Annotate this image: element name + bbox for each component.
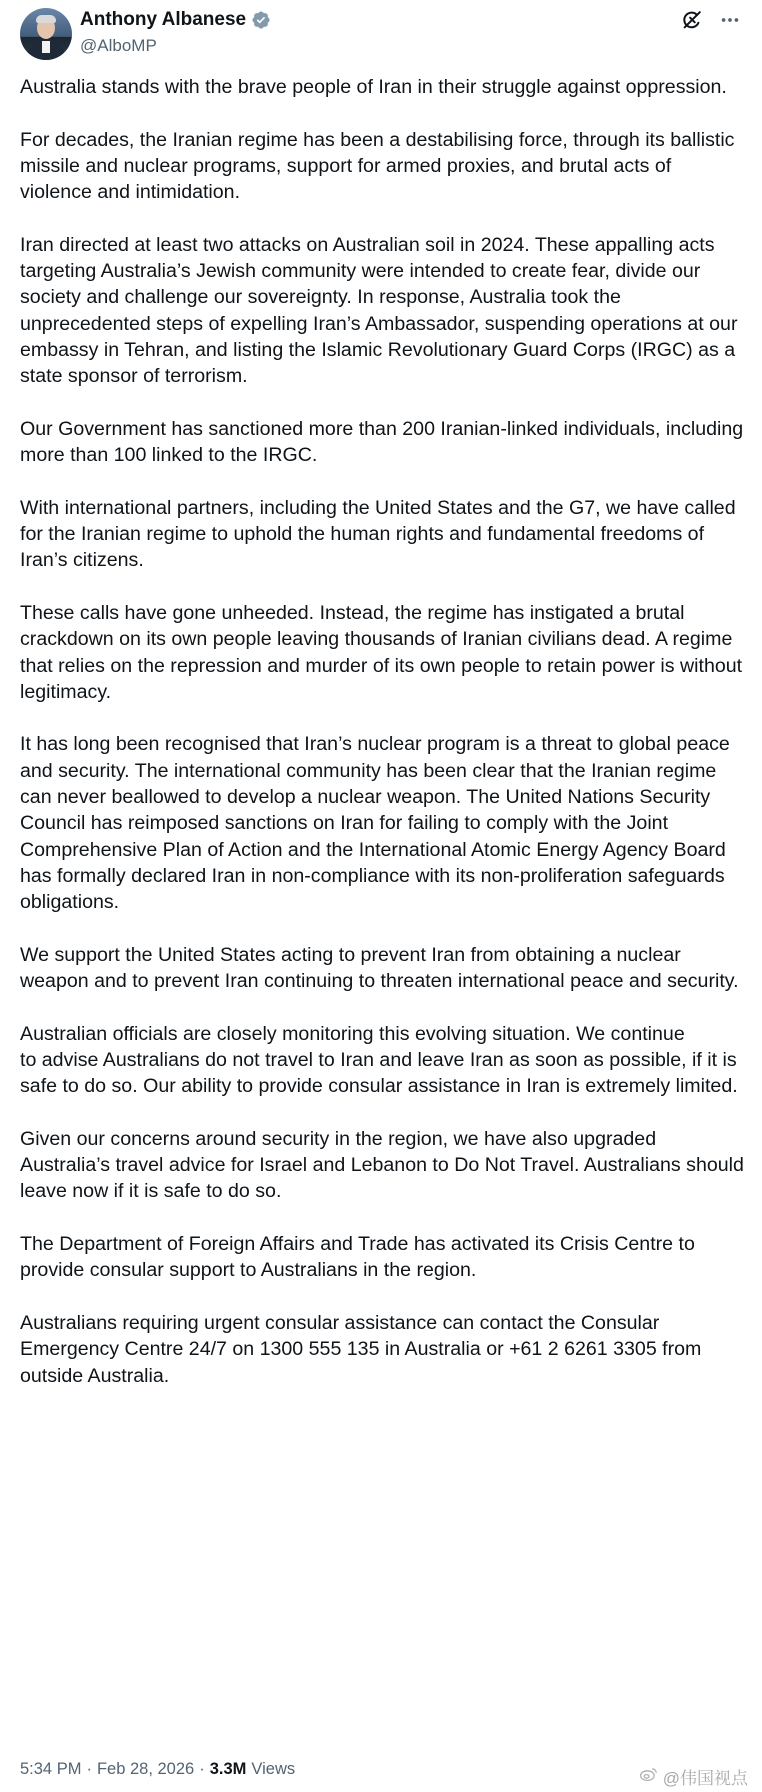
author-handle[interactable]: @AlboMP: [80, 36, 157, 55]
post-date[interactable]: Feb 28, 2026: [96, 1760, 195, 1778]
post-paragraph: For decades, the Iranian regime has been a destabilising force, through its ballistic missile and nuclear programs, support for armed proxies, and brutal acts of violence and intimidation.: [20, 128, 735, 204]
post-paragraph: Iran directed at least two attacks on Australian soil in 2024. These appalling acts targeting Australia’s Jewish community were intended to create fear, divide our society and challenge our sovereignty. In response, Australia took the unprecedented steps of expelling Iran’s Ambassador, suspending operations at our embassy in Tehran, and listing the Islamic Revolutionary Guard Corps (IRGC) as a state sponsor of terrorism.: [20, 233, 738, 388]
verified-badge-icon: [251, 10, 271, 30]
post-paragraph: Our Government has sanctioned more than 200 Iranian-linked individuals, including more than 100 linked to the IRGC.: [20, 417, 744, 467]
grok-icon[interactable]: [680, 8, 704, 32]
post-paragraph: We support the United States acting to prevent Iran from obtaining a nuclear weapon and to prevent Iran continuing to threaten international peace and security.: [20, 943, 739, 993]
post-paragraph: Australians requiring urgent consular assistance can contact the Consular Emergency Centre 24/7 on 1300 555 135 in Australia or +61 2 6261 3305 from outside Australia.: [20, 1311, 702, 1387]
author-name[interactable]: Anthony Albanese: [80, 9, 247, 30]
header-actions: [680, 8, 742, 32]
post-paragraph: These calls have gone unheeded. Instead, the regime has instigated a brutal crackdown on its own people leaving thousands of Iranian civilians dead. A regime that relies on the repression and murder of its own people to retain power is without legitimacy.: [20, 601, 743, 703]
avatar[interactable]: [20, 8, 72, 60]
post-meta: [20, 1760, 295, 1779]
post-header: [20, 6, 742, 62]
views-label: Views: [251, 1760, 296, 1778]
post-paragraph: Australian officials are closely monitoring this evolving situation. We continue to advise Australians do not travel to Iran and leave Iran as soon as possible, if it is safe to do so. Our ability to provide consular assistance in Iran is extremely limited.: [20, 1022, 738, 1098]
views-count: 3.3M: [209, 1760, 247, 1778]
post-paragraph: With international partners, including the United States and the G7, we have called for the Iranian regime to uphold the human rights and fundamental freedoms of Iran’s citizens.: [20, 496, 736, 572]
post-paragraph: It has long been recognised that Iran’s nuclear program is a threat to global peace and security. The international community has been clear that the Iranian regime can never beallowed to develop a nuclear weapon. The United Nations Security Council has reimposed sanctions on Iran for failing to comply with the Joint Comprehensive Plan of Action and the International Atomic Energy Agency Board has formally declared Iran in non-compliance with its non-proliferation safeguards obligations.: [20, 733, 730, 914]
post-paragraph: The Department of Foreign Affairs and Trade has activated its Crisis Centre to provide consular support to Australians in the region.: [20, 1233, 695, 1282]
post-paragraph: Australia stands with the brave people of Iran in their struggle against oppression.: [20, 76, 727, 98]
meta-separator: ·: [199, 1760, 205, 1778]
watermark: [639, 1764, 748, 1789]
watermark-text: @伟国视点: [662, 1769, 748, 1788]
post-text: [20, 74, 744, 1415]
post-paragraph: Given our concerns around security in the region, we have also upgraded Australia’s travel advice for Israel and Lebanon to Do Not Travel. Australians should leave now if it is safe to do so.: [20, 1127, 744, 1203]
author-name-row: [80, 8, 271, 32]
weibo-icon: [639, 1766, 659, 1787]
meta-separator: ·: [86, 1760, 92, 1778]
more-horizontal-icon[interactable]: [718, 8, 742, 32]
post-time[interactable]: 5:34 PM: [20, 1760, 82, 1778]
